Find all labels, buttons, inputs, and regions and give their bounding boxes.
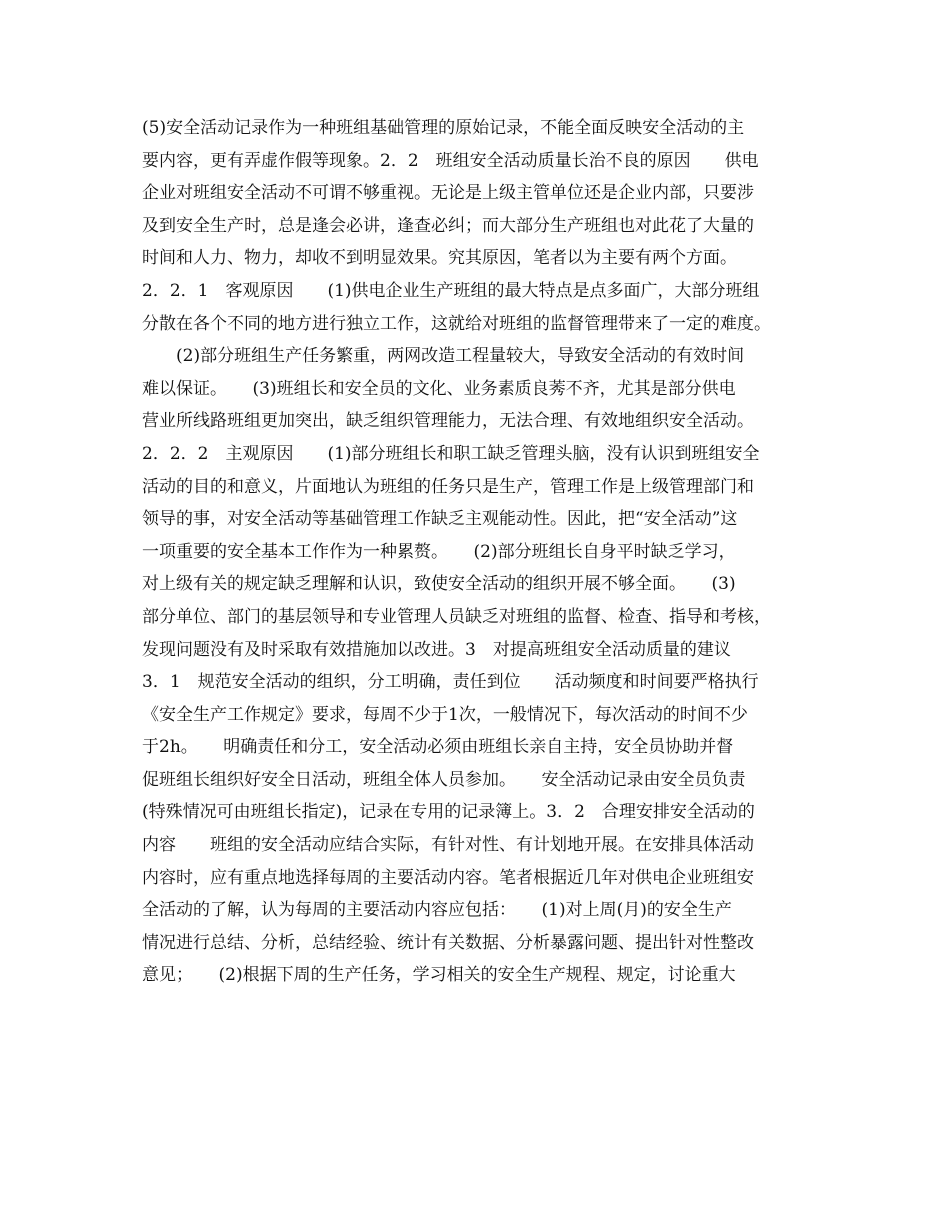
text-line: 于2h。 明确责任和分工，安全活动必须由班组长亲自主持，安全员协助并督 — [142, 737, 734, 758]
text-line: 难以保证。 (3)班组长和安全员的文化、业务素质良莠不齐，尤其是部分供电 — [142, 378, 736, 399]
text-line: 全活动的了解，认为每周的主要活动内容应包括： (1)对上周(月)的安全生产 — [142, 900, 732, 921]
text-line: 内容 班组的安全活动应结合实际，有针对性、有计划地开展。在安排具体活动 — [142, 835, 754, 856]
text-line: (5)安全活动记录作为一种班组基础管理的原始记录，不能全面反映安全活动的主 — [142, 118, 745, 138]
body-text — [142, 112, 832, 992]
text-line: 要内容，更有弄虚作假等现象。2．2 班组安全活动质量长治不良的原因 供电 — [142, 150, 759, 171]
text-line: 情况进行总结、分析，总结经验、统计有关数据、分析暴露问题、提出针对性整改 — [142, 932, 754, 953]
text-line: 3．1 规范安全活动的组织，分工明确，责任到位 活动频度和时间要严格执行 — [142, 672, 759, 693]
text-line: 发现问题没有及时采取有效措施加以改进。3 对提高班组安全活动质量的建议 — [142, 639, 731, 660]
text-line: (特殊情况可由班组长指定)，记录在专用的记录簿上。3．2 合理安排安全活动的 — [142, 802, 755, 823]
text-line: 及到安全生产时，总是逢会必讲，逢查必纠；而大部分生产班组也对此花了大量的 — [142, 215, 754, 236]
text-line: 部分单位、部门的基层领导和专业管理人员缺乏对班组的监督、检查、指导和考核， — [142, 606, 771, 627]
text-line: 一项重要的安全基本工作作为一种累赘。 (2)部分班组长自身平时缺乏学习， — [142, 541, 736, 562]
text-line: 2．2．1 客观原因 (1)供电企业生产班组的最大特点是点多面广，大部分班组 — [142, 280, 760, 301]
text-line: 意见； (2)根据下周的生产任务，学习相关的安全生产规程、规定，讨论重大 — [142, 965, 736, 986]
text-line: 对上级有关的规定缺乏理解和认识，致使安全活动的组织开展不够全面。 (3) — [142, 574, 736, 595]
text-line: 《安全生产工作规定》要求，每周不少于1次，一般情况下，每次活动的时间不少 — [142, 704, 748, 725]
text-line: 促班组长组织好安全日活动，班组全体人员参加。 安全活动记录由安全员负责 — [142, 769, 746, 790]
text-line: 营业所线路班组更加突出，缺乏组织管理能力，无法合理、有效地组织安全活动。 — [142, 411, 754, 432]
text-line: 企业对班组安全活动不可谓不够重视。无论是上级主管单位还是企业内部，只要涉 — [142, 183, 754, 204]
text-line: 2．2．2 主观原因 (1)部分班组长和职工缺乏管理头脑，没有认识到班组安全 — [142, 443, 760, 464]
text-line: 内容时，应有重点地选择每周的主要活动内容。笔者根据近几年对供电企业班组安 — [142, 867, 754, 888]
text-line: 活动的目的和意义，片面地认为班组的任务只是生产，管理工作是上级管理部门和 — [142, 476, 754, 497]
text-line: 分散在各个不同的地方进行独立工作，这就给对班组的监督管理带来了一定的难度。 — [142, 313, 771, 334]
text-line: 时间和人力、物力，却收不到明显效果。究其原因，笔者以为主要有两个方面。 — [142, 248, 737, 269]
text-line: (2)部分班组生产任务繁重，两网改造工程量较大，导致安全活动的有效时间 — [142, 346, 745, 367]
text-line: 领导的事，对安全活动等基础管理工作缺乏主观能动性。因此，把“安全活动”这 — [142, 509, 738, 530]
